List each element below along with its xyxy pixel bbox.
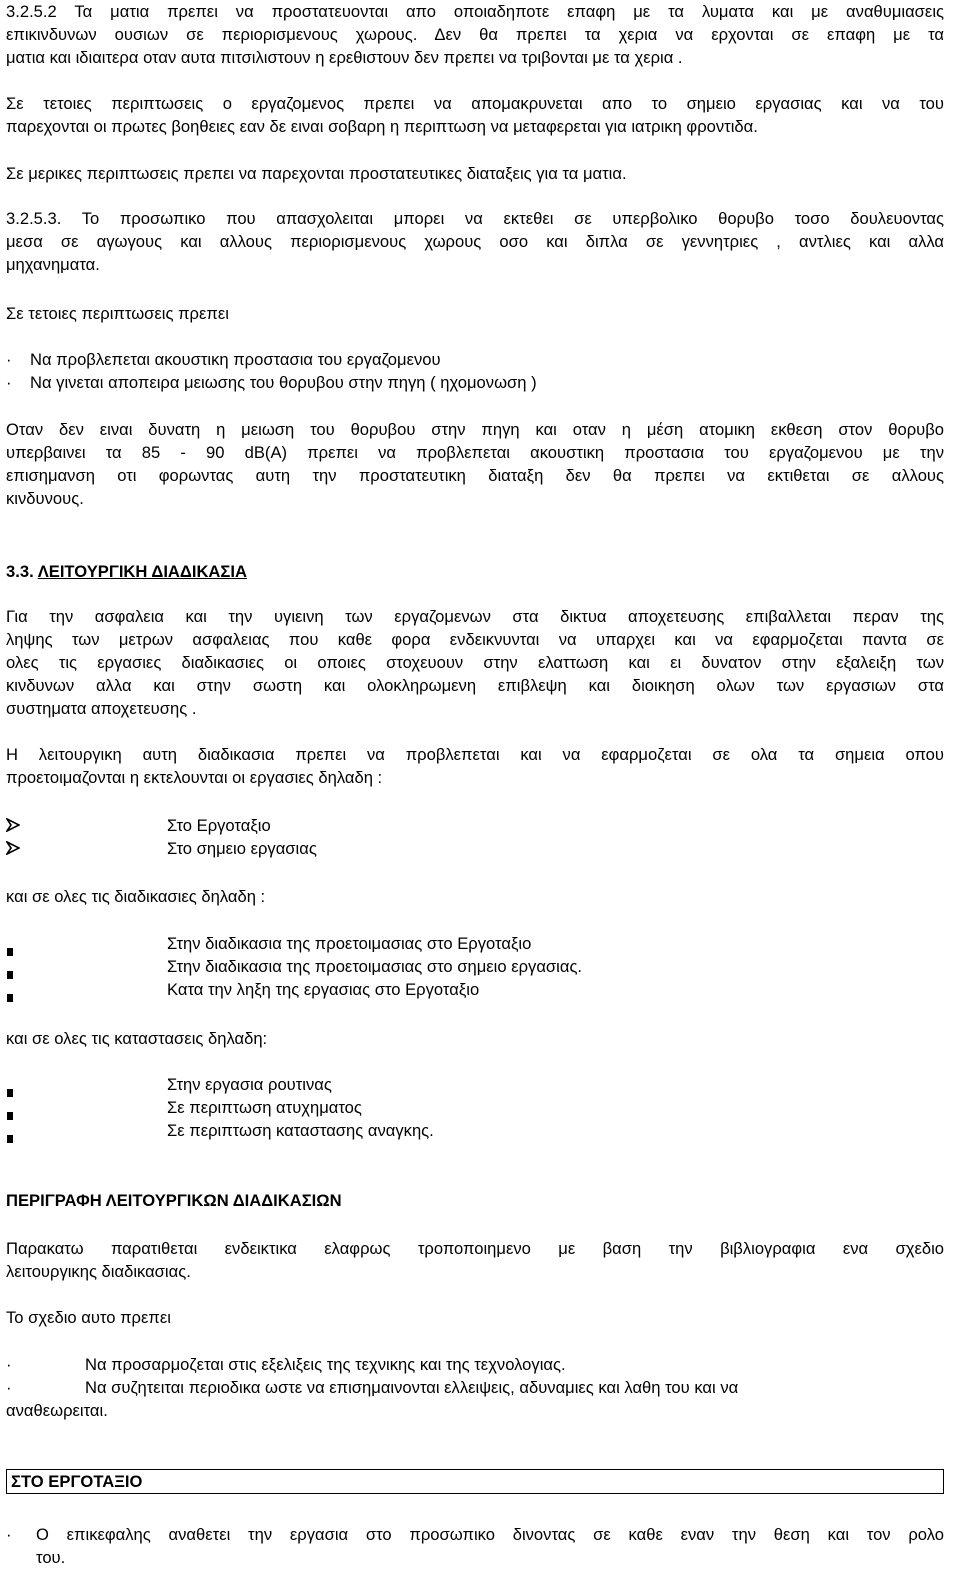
list-item-text: Στην εργασια ρουτινας — [167, 1075, 332, 1094]
text-line: 3.2.5.3. Το προσωπικο που απασχολειται μπορει να εκτεθει σε υπερβολικο θορυβο τοσο δουλευοντας — [6, 209, 944, 228]
text-line: συστηματα αποχετευσης . — [6, 699, 197, 718]
bullet-dot: · — [6, 1355, 12, 1374]
bullet-dot: · — [6, 373, 12, 392]
text-line: ληψης των μετρων ασφαλειας που καθε φορα ενδεικνυνται να υπαρχει και να εφαρμοζεται παντα σε — [6, 630, 944, 649]
paragraph-in-such-cases: Σε τετοιες περιπτωσεις πρεπει — [6, 304, 229, 323]
square-bullet-icon — [7, 985, 13, 1008]
arrow-bullet-icon — [6, 841, 20, 855]
list-item-text-continued: αναθεωρειται. — [6, 1401, 108, 1420]
list-item-text: Να γινεται αποπειρα μειωσης του θορυβου στην πηγη ( ηχομονωση ) — [30, 373, 537, 392]
list-item-text: Να προβλεπεται ακουστικη προστασια του εργαζομενου — [30, 350, 441, 369]
worksite-heading-box — [6, 1469, 944, 1494]
section-heading-3-3 — [6, 560, 247, 583]
worksite-heading: ΣΤΟ ΕΡΓΟΤΑΞΙΟ — [11, 1472, 143, 1491]
bullet-dot: · — [6, 350, 12, 369]
paragraph-plan-must: Το σχεδιο αυτο πρεπει — [6, 1308, 171, 1327]
text-line: προετοιμαζονται η εκτελουνται οι εργασιες δηλαδη : — [6, 768, 383, 787]
text-line: λειτουργικης διαδικασιας. — [6, 1262, 191, 1281]
text-line: ολες τις εργασιες διαδικασιες οι οποιες στοχευουν στην ελαττωση και ει δυνατον στην εξαλειξη των — [6, 653, 944, 672]
bullet-dot: · — [6, 1378, 12, 1397]
square-bullet-icon — [7, 1103, 13, 1126]
section-title: ΛΕΙΤΟΥΡΓΙΚΗ ΔΙΑΔΙΚΑΣΙΑ — [37, 562, 247, 581]
procedures-intro: και σε ολες τις διαδικασιες δηλαδη : — [6, 887, 266, 906]
text-line: παρεχονται οι πρωτες βοηθειες εαν δε ειναι σοβαρη η περιπτωση να μεταφερεται για ιατρικη φροντιδα. — [6, 117, 758, 136]
text-line: υπερβαινει τα 85 - 90 dB(A) πρεπει να προβλεπεται ακουστικη προστασια του εργαζομενου με την — [6, 443, 944, 462]
square-bullet-icon — [7, 1126, 13, 1149]
bullet-dot: · — [6, 1525, 12, 1544]
text-line: μηχανηματα. — [6, 255, 100, 274]
section-number: 3.3. — [6, 562, 38, 581]
list-item-text: Στην διαδικασια της προετοιμασιας στο Εργοταξιο — [167, 934, 532, 953]
list-item-text: Ο επικεφαλης αναθετει την εργασια στο προσωπικο δινοντας σε καθε εναν την θεση και τον ρολο — [36, 1525, 944, 1544]
list-item-text: Στο σημειο εργασιας — [167, 839, 317, 858]
list-item-text: Στο Εργοταξιο — [167, 816, 271, 835]
text-line: ματια και ιδιαιτερα οταν αυτα πιτσιλιστουν η ερεθιστουν δεν πρεπει να τριβονται με τα χερια . — [6, 48, 683, 67]
list-item-text: Στην διαδικασια της προετοιμασιας στο σημειο εργασιας. — [167, 957, 583, 976]
list-item-text: Κατα την ληξη της εργασιας στο Εργοταξιο — [167, 980, 480, 999]
square-bullet-icon — [7, 939, 13, 962]
paragraph-eye-protection: Σε μερικες περιπτωσεις πρεπει να παρεχονται προστατευτικες διαταξεις για τα ματια. — [6, 164, 627, 183]
text-line: επισημανση οτι φορωντας αυτη την προστατευτικη διαταξη δεν θα πρεπει να εκτιθεται σε αλλους — [6, 466, 944, 485]
text-line: κινδυνους. — [6, 489, 84, 508]
text-line: 3.2.5.2 Τα ματια πρεπει να προστατευονται απο οποιαδηποτε επαφη με τα λυματα και με αναθυμιασεις — [6, 2, 944, 21]
text-line: Για την ασφαλεια και την υγιεινη των εργαζομενων στα δικτυα αποχετευσης επιβαλλεται περαν της — [6, 607, 944, 626]
text-line: κινδυνων αλλα και στην σωστη και ολοκληρωμενη επιβλεψη και διοικηση ολων των εργασιων στα — [6, 676, 944, 695]
list-item-text: Να συζητειται περιοδικα ωστε να επισημαινονται ελλειψεις, αδυναμιες και λαθη του και να — [85, 1378, 739, 1397]
list-item-text-continued: του. — [36, 1548, 66, 1567]
text-line: Οταν δεν ειναι δυνατη η μειωση του θορυβου στην πηγη και οταν η μέση ατομικη εκθεση στον θορυβο — [6, 420, 944, 439]
square-bullet-icon — [7, 1080, 13, 1103]
text-line: επικινδυνων ουσιων σε περιορισμενους χωρους. Δεν θα πρεπει τα χερια να ερχονται σε επαφη με τα — [6, 25, 944, 44]
list-item-text: Σε περιπτωση καταστασης αναγκης. — [167, 1121, 434, 1140]
text-line: Η λειτουργικη αυτη διαδικασια πρεπει να προβλεπεται και να εφαρμοζεται σε ολα τα σημεια οπου — [6, 745, 944, 764]
text-line: Παρακατω παρατιθεται ενδεικτικα ελαφρως τροποποιημενο με βαση την βιβλιογραφια ενα σχεδιο — [6, 1239, 944, 1258]
list-item-text: Σε περιπτωση ατυχηματος — [167, 1098, 362, 1117]
arrow-bullet-icon — [6, 818, 20, 832]
situations-intro: και σε ολες τις καταστασεις δηλαδη: — [6, 1029, 268, 1048]
description-heading: ΠΕΡΙΓΡΑΦΗ ΛΕΙΤΟΥΡΓΙΚΩΝ ΔΙΑΔΙΚΑΣΙΩΝ — [6, 1191, 342, 1210]
text-line: Σε τετοιες περιπτωσεις ο εργαζομενος πρεπει να απομακρυνεται απο το σημειο εργασιας και να του — [6, 94, 944, 113]
list-item-text: Να προσαρμοζεται στις εξελιξεις της τεχνικης και της τεχνολογιας. — [85, 1355, 566, 1374]
square-bullet-icon — [7, 962, 13, 985]
text-line: μεσα σε αγωγους και αλλους περιορισμενους χωρους οσο και διπλα σε γεννητριες , αντλιες και αλλα — [6, 232, 944, 251]
